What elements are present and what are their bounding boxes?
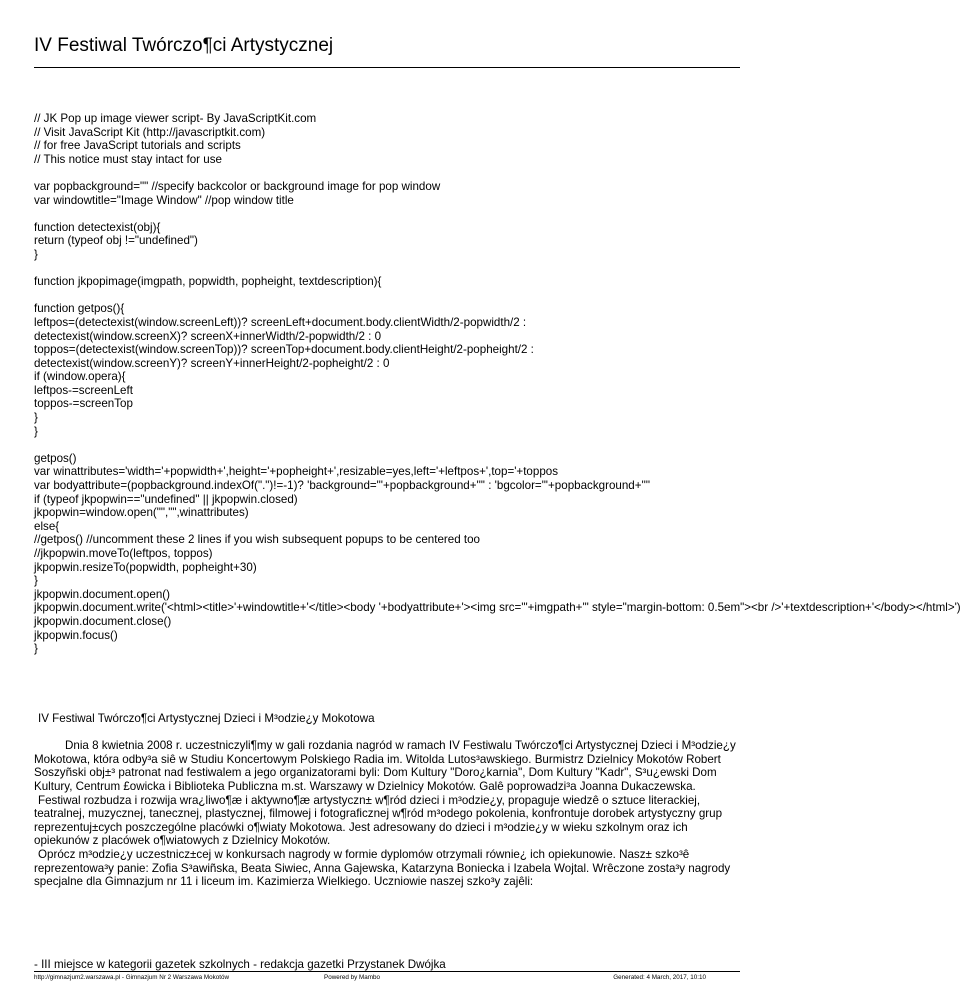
page-title: IV Festiwal Twórczo¶ci Artystycznej — [34, 35, 334, 56]
footer-site-url: http://gimnazjum2.warszawa.pl - Gimnazjum Nr 2 Warszawa Mokotów — [34, 974, 230, 981]
code-line: //getpos() //uncomment these 2 lines if you wish subsequent popups to be centered too — [34, 533, 480, 547]
code-line: jkpopwin.document.open() — [34, 587, 170, 601]
code-line: var bodyattribute=(popbackground.indexOf(".")!=-1)? 'background="'+popbackground+'"' : 'bgcolor="'+popbackground+'"' — [34, 479, 651, 493]
code-line: getpos() — [34, 451, 77, 465]
code-line: detectexist(window.screenX)? screenX+innerWidth/2-popwidth/2 : 0 — [34, 329, 382, 343]
print-footer — [34, 971, 740, 984]
code-line: function detectexist(obj){ — [34, 220, 161, 234]
code-line: jkpopwin.document.close() — [34, 614, 172, 628]
script-source-text — [34, 112, 961, 669]
article-paragraph-1: Dnia 8 kwietnia 2008 r. uczestniczyli¶my w gali rozdania nagród w ramach IV Festiwalu Twórczo¶ci Artystycznej Dzieci i M³odzie¿y Mokotowa, która odby³a siê w Studiu Koncertowym Polskiego Radia im. Witolda Lutos³awskiego. Burmistrz Dzielnicy Mokotów Robert Soszyñski obj±³ patronat nad festiwalem a jego organizatorami byli: Dom Kultury "Doro¿karnia", Dom Kultury "Kadr", S³u¿ewski Dom Kultury, Centrum £owicka i Biblioteka Publiczna m.st. Warszawy w Dzielnicy Mokotów. Galê poprowadzi³a Joanna Dukaczewska. — [34, 739, 736, 793]
code-line: } — [34, 247, 38, 261]
code-line: jkpopwin.resizeTo(popwidth, popheight+30) — [34, 560, 257, 574]
code-line: leftpos-=screenLeft — [34, 383, 133, 397]
code-line: toppos=(detectexist(window.screenTop))? screenTop+document.body.clientHeight/2-popheight/2 : — [34, 343, 534, 357]
code-line: // Visit JavaScript Kit (http://javascriptkit.com) — [34, 125, 266, 139]
article-heading: IV Festiwal Twórczo¶ci Artystycznej Dzieci i M³odzie¿y Mokotowa — [38, 712, 375, 725]
code-line: } — [34, 424, 38, 438]
code-group — [34, 451, 961, 656]
code-line: // This notice must stay intact for use — [34, 152, 222, 166]
code-line: } — [34, 574, 38, 588]
code-line: function getpos(){ — [34, 302, 125, 316]
code-line: jkpopwin=window.open("","",winattributes) — [34, 506, 249, 520]
code-line: if (typeof jkpopwin=="undefined" || jkpopwin.closed) — [34, 492, 298, 506]
article — [34, 712, 742, 889]
code-line: return (typeof obj !="undefined") — [34, 234, 198, 248]
award-list-item: - III miejsce w kategorii gazetek szkolnych - redakcja gazetki Przystanek Dwójka — [34, 958, 446, 971]
code-group — [34, 112, 754, 166]
code-group — [34, 302, 754, 438]
code-line: // for free JavaScript tutorials and scripts — [34, 139, 241, 153]
code-line: //jkpopwin.moveTo(leftpos, toppos) — [34, 547, 213, 560]
code-line: jkpopwin.document.write('<html><title>'+windowtitle+'</title><body '+bodyattribute+'><img src="'+imgpath+'" style="margin-bottom: 0.5em"><br />'+textdescription+'</body></html>') — [34, 601, 961, 615]
code-line: } — [34, 411, 38, 425]
code-line: var windowtitle="Image Window" //pop window title — [34, 193, 294, 207]
code-line: // JK Pop up image viewer script- By JavaScriptKit.com — [34, 112, 317, 125]
footer-powered-by: Powered by Mambo — [324, 974, 380, 981]
code-line: var winattributes='width='+popwidth+',height='+popheight+',resizable=yes,left='+leftpos+',top='+toppos — [34, 465, 559, 479]
article-paragraph-2: Festiwal rozbudza i rozwija wra¿liwo¶æ i aktywno¶æ artystyczn± w¶ród dzieci i m³odzie¿y, propaguje wiedzê o sztuce literackiej, teatralnej, muzycznej, tanecznej, plastycznej, filmowej i fotograficznej w¶ród m³odego pokolenia, konfrontuje dorobek artystyczny grup reprezentuj±cych poszczególne placówki o¶wiaty Mokotowa. Jest adresowany do dzieci i m³odzie¿y w wieku szkolnym oraz ich opiekunów z placówek o¶wiatowych z Dzielnicy Mokotów. — [34, 793, 723, 848]
code-line: jkpopwin.focus() — [34, 628, 118, 642]
code-line: else{ — [34, 519, 60, 533]
footer-generated-date: Generated: 4 March, 2017, 10:10 — [613, 974, 706, 981]
code-line: leftpos=(detectexist(window.screenLeft))? screenLeft+document.body.clientWidth/2-popwidth/2 : — [34, 315, 527, 329]
title-divider — [34, 67, 740, 68]
code-line: if (window.opera){ — [34, 370, 126, 384]
code-line: toppos-=screenTop — [34, 397, 133, 411]
code-group — [34, 275, 754, 289]
code-line: function jkpopimage(imgpath, popwidth, popheight, textdescription){ — [34, 275, 382, 289]
code-group — [34, 180, 754, 207]
code-group — [34, 221, 754, 262]
code-line: detectexist(window.screenY)? screenY+innerHeight/2-popheight/2 : 0 — [34, 356, 390, 370]
code-line: } — [34, 642, 38, 656]
code-line: var popbackground="" //specify backcolor or background image for pop window — [34, 179, 441, 193]
article-paragraph-3: Oprócz m³odzie¿y uczestnicz±cej w konkursach nagrody w formie dyplomów otrzymali równie¿ ich opiekunowie. Nasz± szko³ê reprezentowa³y panie: Zofia S³awiñska, Beata Siwiec, Anna Gajewska, Katarzyna Boniecka i Izabela Wojtal. Wrêczone zosta³y nagrody specjalne dla Gimnazjum nr 11 i liceum im. Kazimierza Wielkiego. Uczniowie naszej szko³y zajêli: — [34, 847, 731, 889]
